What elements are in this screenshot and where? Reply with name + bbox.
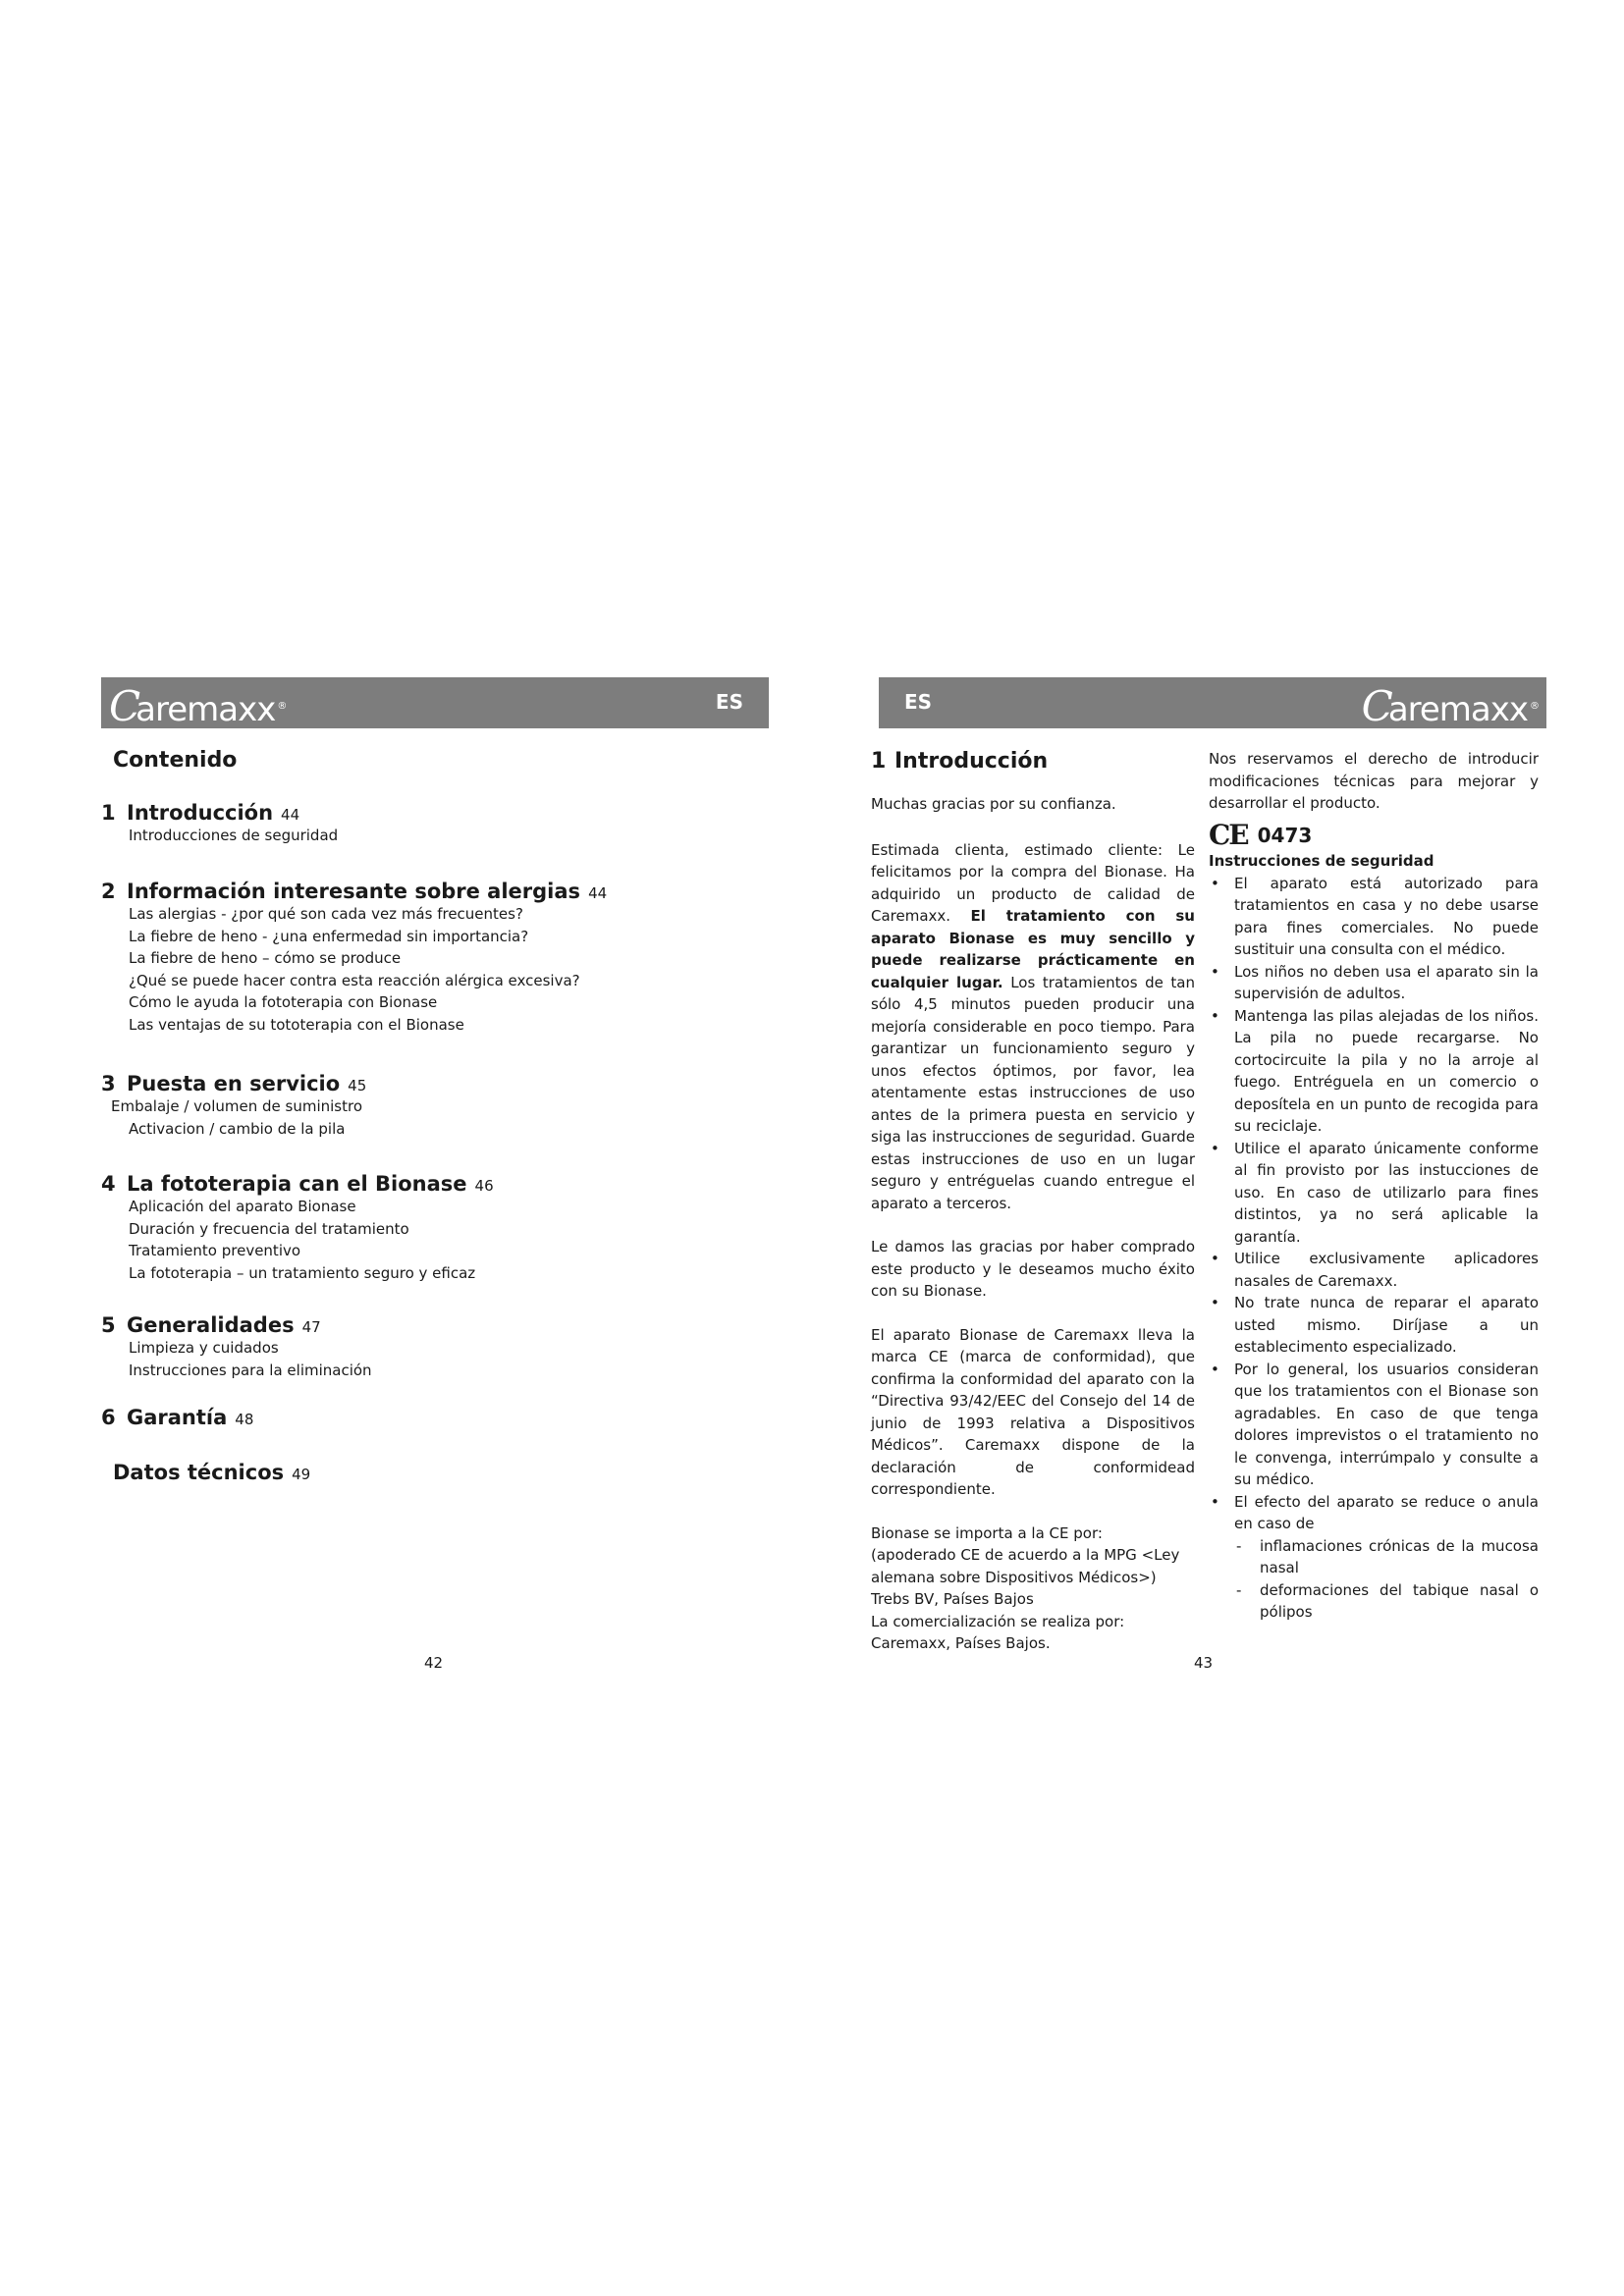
toc-item: Duración y frecuencia del tratamiento <box>129 1219 409 1238</box>
toc-item: Las ventajas de su tototerapia con el Bionase <box>129 1015 464 1034</box>
congrats-paragraph: Le damos las gracias por haber comprado este producto y le deseamos mucho éxito con su Bionase. <box>871 1238 1195 1300</box>
notified-body-number: 0473 <box>1257 823 1313 847</box>
toc-section-6: 6 Garantía 48 <box>101 1406 254 1429</box>
toc-item: ¿Qué se puede hacer contra esta reacción alérgica excesiva? <box>129 971 580 989</box>
import-paragraph: Bionase se importa a la CE por: (apoderado CE de acuerdo a la MPG <Ley alemana sobre Dispositivos Médicos>) Trebs BV, Países Bajos La comercialización se realiza por: Caremaxx, Países Bajos. <box>871 1523 1180 1652</box>
toc-page-number: 45 <box>348 1077 367 1095</box>
toc-item: La fiebre de heno - ¿una enfermedad sin importancia? <box>129 927 529 945</box>
list-item: • Los niños no deben usa el aparato sin la supervisión de adultos. <box>1209 961 1539 1005</box>
toc-heading: Garantía <box>127 1406 228 1429</box>
toc-item: Tratamiento preventivo <box>129 1242 301 1259</box>
page-number: 42 <box>424 1654 444 1672</box>
section-number: 1 <box>871 749 887 774</box>
thanks-paragraph: Muchas gracias por su confianza. <box>871 795 1116 813</box>
ce-paragraph: El aparato Bionase de Caremaxx lleva la marca CE (marca de conformidad), que confirma la conformidad del aparato con la “Directiva 93/42/EEC del Consejo del 14 de junio de 1993 relativa a Dispositivos Médicos”. Caremaxx dispone de la declaración de conformidead correspondiente. <box>871 1325 1195 1498</box>
safety-column <box>1209 748 1539 1624</box>
toc-item: Limpieza y cuidados <box>129 1339 279 1357</box>
toc-section-technical-data <box>113 1461 310 1484</box>
list-item: • El aparato está autorizado para tratamientos en casa y no debe usarse para fines comerciales. No puede sustituir una consulta con el médico. <box>1209 873 1539 961</box>
brand-logo: Caremaxx ® <box>1361 682 1539 730</box>
sub-list <box>1234 1535 1539 1624</box>
list-item: • El efecto del aparato se reduce o anula en caso de - inflamaciones crónicas de la mucosa nasal - deformaciones del tabique nasal o pólipos <box>1209 1491 1539 1624</box>
page-number: 43 <box>1194 1654 1214 1672</box>
toc-heading: Puesta en servicio <box>127 1072 341 1095</box>
list-item: • Utilice el aparato únicamente conforme al fin provisto por las instucciones de uso. En caso de utilizarlo para fines distintos, ya no será aplicable la garantía. <box>1209 1138 1539 1249</box>
sub-list-item: - deformaciones del tabique nasal o pólipos <box>1234 1579 1539 1624</box>
toc-section-1: 1 Introducción 44 Introducciones de seguridad <box>101 801 338 847</box>
toc-item: Activacion / cambio de la pila <box>129 1119 346 1138</box>
toc-item: Las alergias - ¿por qué son cada vez más frecuentes? <box>129 905 523 923</box>
ce-marking <box>1209 818 1539 851</box>
list-item: • No trate nunca de reparar el aparato usted mismo. Diríjase a un establecimento especializado. <box>1209 1292 1539 1359</box>
toc-heading: Información interesante sobre alergias <box>127 880 581 903</box>
toc-section-4: 4 La fototerapia can el Bionase 46 Aplicación del aparato Bionase Duración y frecuencia del tratamiento Tratamiento preventivo La fototerapia – un tratamiento seguro y eficaz <box>101 1172 494 1284</box>
intro-emphasis: El tratamiento con su aparato Bionase es muy sencillo y puede realizarse prácticamente en cualquier lugar. <box>871 907 1195 991</box>
toc-page-number: 44 <box>588 884 608 902</box>
section-title: Introducción <box>894 749 1049 774</box>
toc-page-number: 49 <box>292 1466 311 1483</box>
toc-section-3: 3 Puesta en servicio 45 Embalaje / volumen de suministro Activacion / cambio de la pila <box>101 1072 366 1140</box>
toc-page-number: 44 <box>281 806 300 824</box>
toc-item: Instrucciones para la eliminación <box>129 1361 372 1379</box>
reserve-paragraph: Nos reservamos el derecho de introducir modificaciones técnicas para mejorar y desarrollar el producto. <box>1209 750 1539 812</box>
toc-heading: La fototerapia can el Bionase <box>127 1172 467 1196</box>
toc-item: La fototerapia – un tratamiento seguro y eficaz <box>129 1263 476 1282</box>
toc-section-5: 5 Generalidades 47 Limpieza y cuidados Instrucciones para la eliminación <box>101 1313 372 1381</box>
list-item: • Mantenga las pilas alejadas de los niños. La pila no puede recargarse. No cortocircuite la pila y no la arroje al fuego. Entréguela en un comercio o deposítela en un punto de recogida para su reciclaje. <box>1209 1005 1539 1138</box>
brand-logo: Caremaxx ® <box>109 682 287 730</box>
ce-mark-icon: CE <box>1209 818 1248 851</box>
language-tag: ES <box>715 690 743 714</box>
toc-item: Cómo le ayuda la fototerapia con Bionase <box>129 993 438 1011</box>
sub-list-item: - inflamaciones crónicas de la mucosa nasal <box>1234 1535 1539 1579</box>
toc-title: Contenido <box>113 748 238 773</box>
intro-paragraph: Estimada clienta, estimado cliente: Le felicitamos por la compra del Bionase. Ha adquirido un producto de calidad de Caremaxx. El tratamiento con su aparato Bionase es muy sencillo y puede realizarse prácticamente en cualquier lugar. Los tratamientos de tan sólo 4,5 minutos pueden producir una mejoría considerable en poco tiempo. Para garantizar un funcionamiento seguro y unos efectos óptimos, por favor, lea atentamente estas instrucciones de uso antes de la primera puesta en servicio y siga las instrucciones de seguridad. Guarde estas instrucciones de uso en un lugar seguro y entréguelas cuando entregue el aparato a terceros. <box>871 840 1195 1212</box>
safety-list <box>1209 873 1539 1624</box>
language-tag: ES <box>904 690 933 714</box>
toc-section-2: 2 Información interesante sobre alergias 44 Las alergias - ¿por qué son cada vez más frecuentes? La fiebre de heno - ¿una enfermedad sin importancia? La fiebre de heno – cómo se produce ¿Qué se puede hacer contra esta reacción alérgica excesiva? Cómo le ayuda la fototerapia con Bionase Las ventajas de su tototerapia con el Bionase <box>101 880 607 1036</box>
toc-heading: Introducción <box>127 801 274 825</box>
toc-item: Embalaje / volumen de suministro <box>111 1097 362 1115</box>
toc-item: La fiebre de heno – cómo se produce <box>129 949 402 967</box>
toc-item: Aplicación del aparato Bionase <box>129 1198 356 1215</box>
intro-column <box>871 748 1195 1677</box>
list-item: • Por lo general, los usuarios consideran que los tratamientos con el Bionase son agradables. En caso de que tenga dolores imprevistos o el tratamiento no le convenga, interrúmpalo y consulte a su médico. <box>1209 1359 1539 1491</box>
right-header-bar <box>879 677 1546 728</box>
toc-item: Introducciones de seguridad <box>129 827 339 844</box>
toc-page-number: 46 <box>474 1177 494 1195</box>
left-header-bar <box>101 677 769 728</box>
safety-title: Instrucciones de seguridad <box>1209 852 1435 870</box>
toc-heading: Datos técnicos <box>113 1461 285 1484</box>
right-page <box>812 0 1624 2296</box>
toc-page-number: 48 <box>235 1411 254 1428</box>
toc-heading: Generalidades <box>127 1313 295 1337</box>
list-item: • Utilice exclusivamente aplicadores nasales de Caremaxx. <box>1209 1248 1539 1292</box>
toc-page-number: 47 <box>301 1318 321 1336</box>
